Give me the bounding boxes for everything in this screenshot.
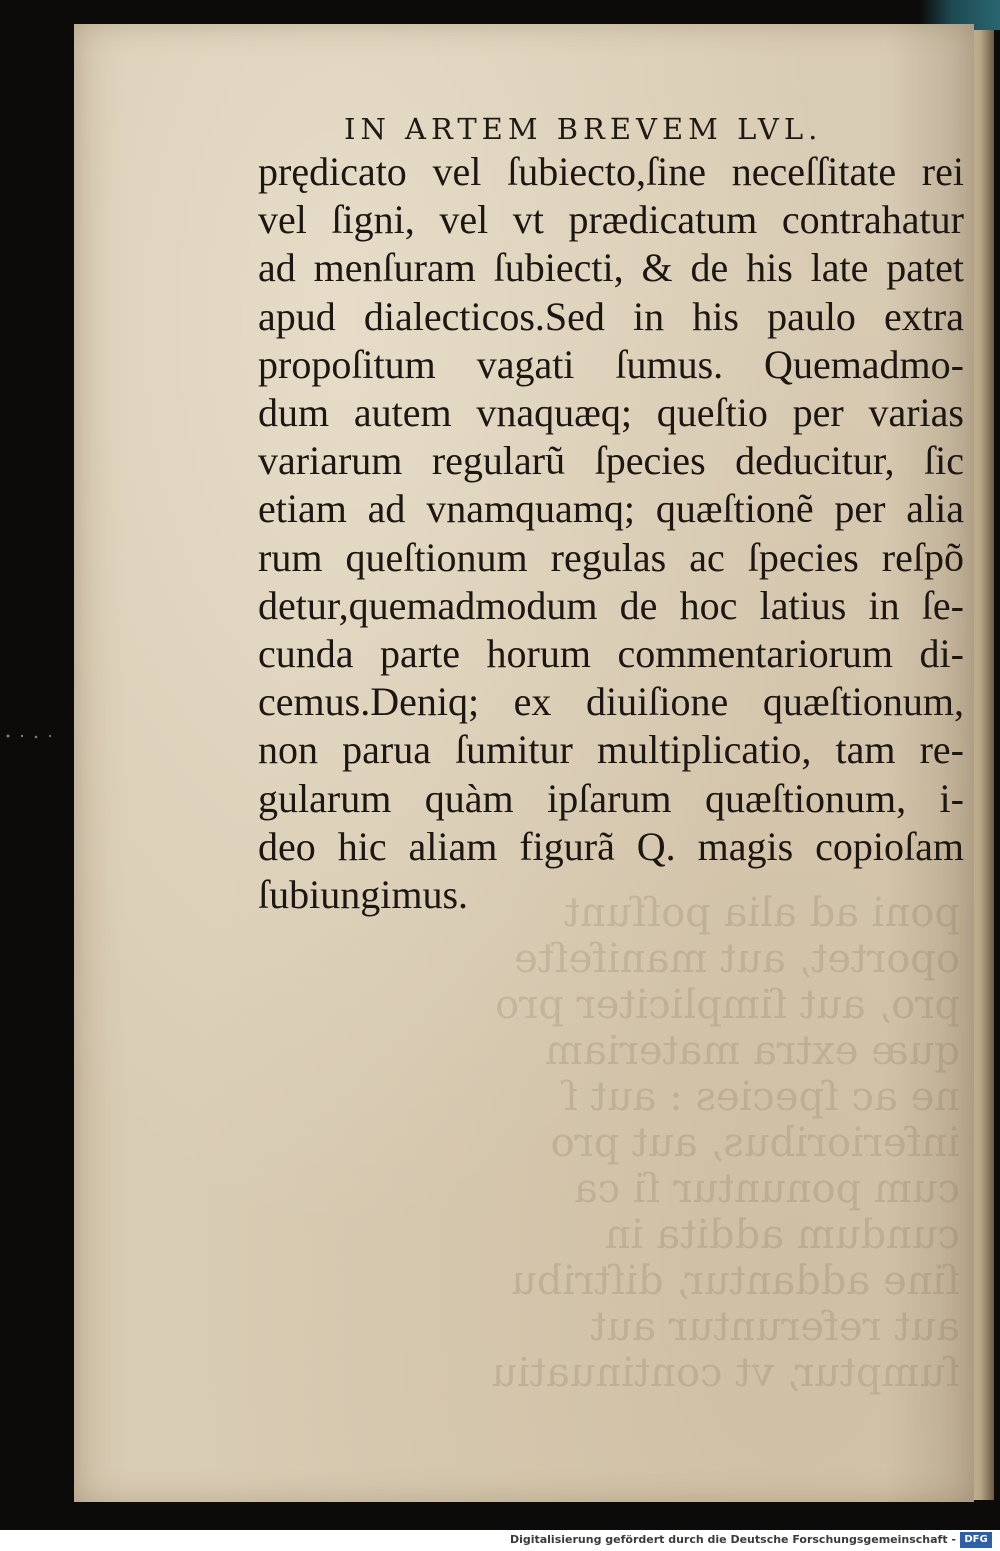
text-line: apud dialecticos.Sed in his paulo extra	[258, 293, 964, 339]
page-body-text	[258, 148, 964, 919]
text-line: ad menſuram ſubiecti, & de his late patet	[258, 245, 964, 291]
text-line: variarum regularũ ſpecies deducitur, ſic	[258, 438, 964, 484]
text-line: propoſitum vagati ſumus. Quemadmo-	[258, 341, 964, 387]
text-line: vel ſigni, vel vt prædicatum contrahatur	[258, 197, 964, 243]
dfg-credit-text: Digitalisierung gefördert durch die Deutsche Forschungsgemeinschaft -	[509, 1533, 956, 1546]
dfg-logo-icon: DFG	[960, 1532, 992, 1548]
text-line: rum queſtionum regulas ac ſpecies reſpõ	[258, 534, 964, 580]
text-line: etiam ad vnamquamq; quæſtionẽ per alia	[258, 486, 964, 532]
digitization-footer	[0, 1530, 1000, 1551]
text-line: cemus.Deniq; ex diuiſione quæſtionum,	[258, 679, 964, 725]
text-line: non parua ſumitur multiplicatio, tam re-	[258, 727, 964, 773]
text-line: cunda parte horum commentariorum di-	[258, 631, 964, 677]
text-line: prędicato vel ſubiecto,ſine neceſſitate rei	[258, 149, 964, 194]
text-line-last: ſubiungimus.	[258, 872, 469, 918]
text-line: deo hic aliam figurã Q. magis copioſam	[258, 823, 964, 869]
text-line: detur,quemadmodum de hoc latius in ſe-	[258, 582, 964, 628]
text-line: gularum quàm ipſarum quæſtionum, i-	[258, 775, 964, 821]
running-head: IN ARTEM BREVEM LVL.	[344, 112, 823, 146]
text-line: dum autem vnaquæq; queſtio per varias	[258, 390, 964, 436]
show-through-text: poni ad alia poſſunt oportet, aut manifeſte pro, aut ſimpliciter pro quæ extra materiam ne ac ſpecies : aut ſ inferioribus, aut pro cum ponuntur ſi ca cundum addita in ſine addantur, diſtribu aut referuntur aut ſumptur, vt continuatiu	[491, 890, 960, 1396]
margin-specks	[0, 720, 60, 760]
